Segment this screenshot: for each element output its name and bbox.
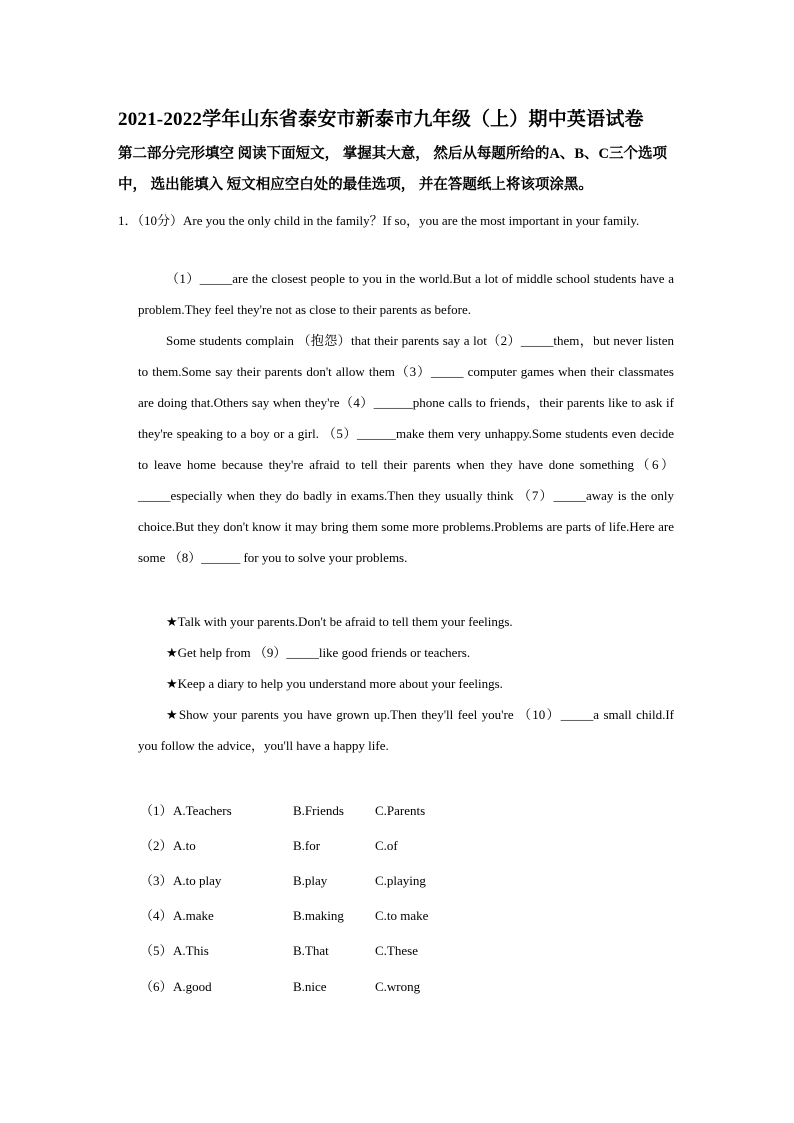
option-number: （3） [140, 873, 173, 888]
option-a[interactable]: A.Teachers [173, 803, 232, 818]
option-a[interactable]: A.to play [173, 873, 222, 888]
option-number: （1） [140, 803, 173, 818]
option-c[interactable]: C.of [375, 838, 398, 853]
exam-title: 2021-2022学年山东省泰安市新泰市九年级（上）期中英语试卷 [118, 109, 644, 130]
passage-paragraph-1 [138, 263, 674, 325]
option-a[interactable]: A.good [173, 979, 212, 994]
question-1-intro: 1．（10分）Are you the only child in the family？If so，you are the most important in your family. [118, 213, 640, 228]
option-a[interactable]: A.This [173, 943, 209, 958]
tip-2: ★Get help from （9）_____like good friends or teachers. [166, 645, 471, 660]
option-number: （2） [140, 838, 173, 853]
passage-paragraph-2 [138, 325, 674, 573]
option-number: （4） [140, 908, 173, 923]
option-number: （5） [140, 943, 173, 958]
passage-paragraph-last [138, 699, 674, 761]
option-c[interactable]: C.wrong [375, 979, 421, 994]
option-b[interactable]: B.That [293, 943, 329, 958]
option-c[interactable]: C.These [375, 943, 418, 958]
option-b[interactable]: B.play [293, 873, 328, 888]
option-b[interactable]: B.nice [293, 979, 327, 994]
option-b[interactable]: B.Friends [293, 803, 344, 818]
section-instructions-line-2: 中， 选出能填入 短文相应空白处的最佳选项， 并在答题纸上将该项涂黑。 [118, 177, 593, 193]
option-c[interactable]: C.Parents [375, 803, 426, 818]
option-a[interactable]: A.make [173, 908, 214, 923]
tip-3: ★Keep a diary to help you understand more about your feelings. [166, 676, 503, 691]
option-a[interactable]: A.to [173, 838, 196, 853]
question-1-head [118, 205, 674, 236]
tip-1: ★Talk with your parents.Don't be afraid to tell them your feelings. [166, 614, 513, 629]
option-b[interactable]: B.making [293, 908, 344, 923]
paragraph-1-text: （1）_____are the closest people to you in the world.But a lot of middle school students have a problem.They feel they're not as close to their parents as before. [138, 271, 674, 317]
paragraph-last-text: ★Show your parents you have grown up.Then they'll feel you're （10）_____a small child.If you follow the advice，you'll have a happy life. [138, 707, 674, 753]
option-c[interactable]: C.to make [375, 908, 429, 923]
paragraph-2-text: Some students complain （抱怨）that their parents say a lot（2）_____them，but never listen to them.Some say their parents don't allow them（3）_____ computer games when their classmates are doing that.Others say when they're（4）______phone calls to friends，their parents like to ask if they're speaking to a boy or a girl. （5）______make them very unhappy.Some students even decide to leave home because they're afraid to tell their parents when they have done something（6）_____especially when they do badly in exams.Then they usually think （7）_____away is the only choice.But they don't know it may bring them some more problems.Problems are parts of life.Here are some （8）______ for you to solve your problems. [138, 333, 674, 565]
option-b[interactable]: B.for [293, 838, 321, 853]
option-number: （6） [140, 979, 173, 994]
option-c[interactable]: C.playing [375, 873, 426, 888]
section-instructions-line-1: 第二部分完形填空 阅读下面短文， 掌握其大意， 然后从每题所给的A、B、C三个选项 [118, 146, 667, 162]
